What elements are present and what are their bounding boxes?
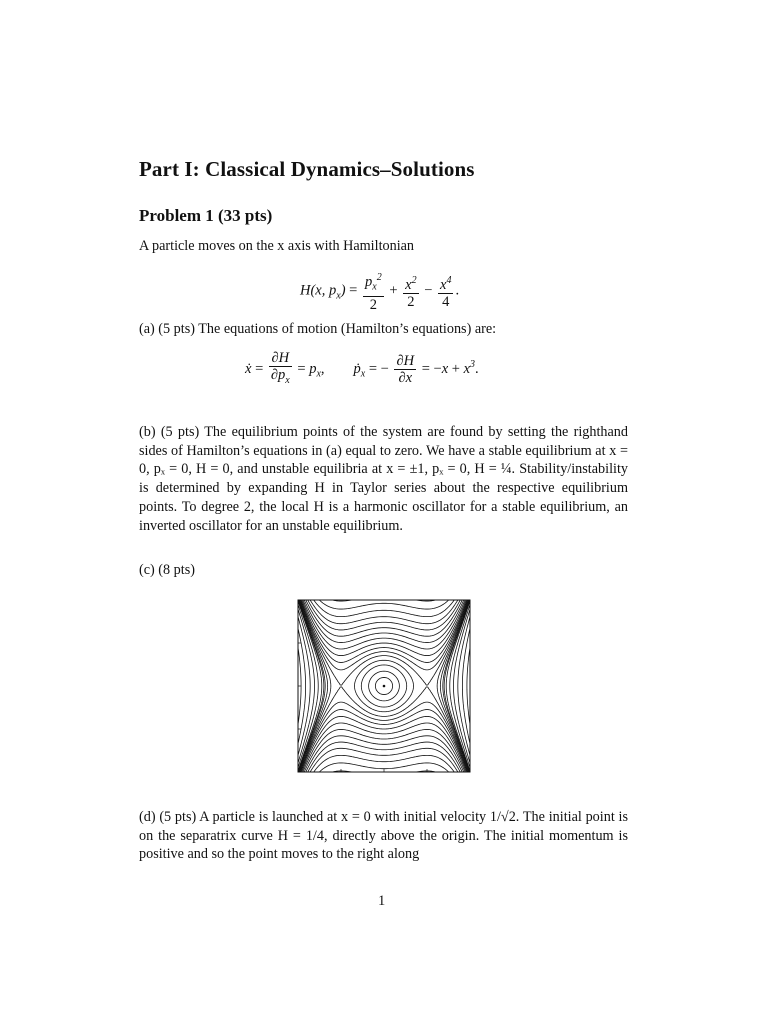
part-b-text: (b) (5 pts) The equilibrium points of the system are found by setting the righthand sides of Hamilton’s equations in (a) equal to zero. We have a stable equilibrium at x = 0, pₓ = 0, H = 0, and unstable equilibria at x = ±1, pₓ = 0, H = ¼. Stability/instability is determined by expanding H in Taylor series about the respective equilibrium points. To degree 2, the local H is a harmonic oscillator for a stable equilibrium, an inverted oscillator for an unstable equilibrium. (139, 424, 628, 534)
part-a-text: (a) (5 pts) The equations of motion (Hamilton’s equations) are: (139, 321, 497, 337)
page-number: 1 (378, 893, 386, 909)
intro-paragraph: A particle moves on the x axis with Hamiltonian (139, 238, 415, 254)
page-title: Part I: Classical Dynamics–Solutions (139, 157, 475, 181)
part-c-text: (c) (8 pts) (139, 562, 195, 578)
equilibrium-point (383, 685, 386, 688)
hamiltonian-equation: H(x, $p_x$) = $\frac{p_x^2}{2}$ + $\frac{x^2}{2}$ − $\frac{x^4}{4}$ . (300, 272, 460, 313)
problem-title: Problem 1 (33 pts) (139, 206, 273, 225)
phase-portrait-plot (292, 594, 476, 780)
hamilton-equations: ẋ = $\frac{\partial H}{\partial p_x}$ = $p_x$, $ṗ_x$ = − $\frac{\partial H}{\partial x}$ = $-x + x^3$. (245, 350, 479, 386)
part-d-text: (d) (5 pts) A particle is launched at x = 0 with initial velocity 1/√2. The initial point is on the separatrix curve H = 1/4, directly above the origin. The initial momentum is positive and so the point moves to the right along (139, 809, 628, 863)
